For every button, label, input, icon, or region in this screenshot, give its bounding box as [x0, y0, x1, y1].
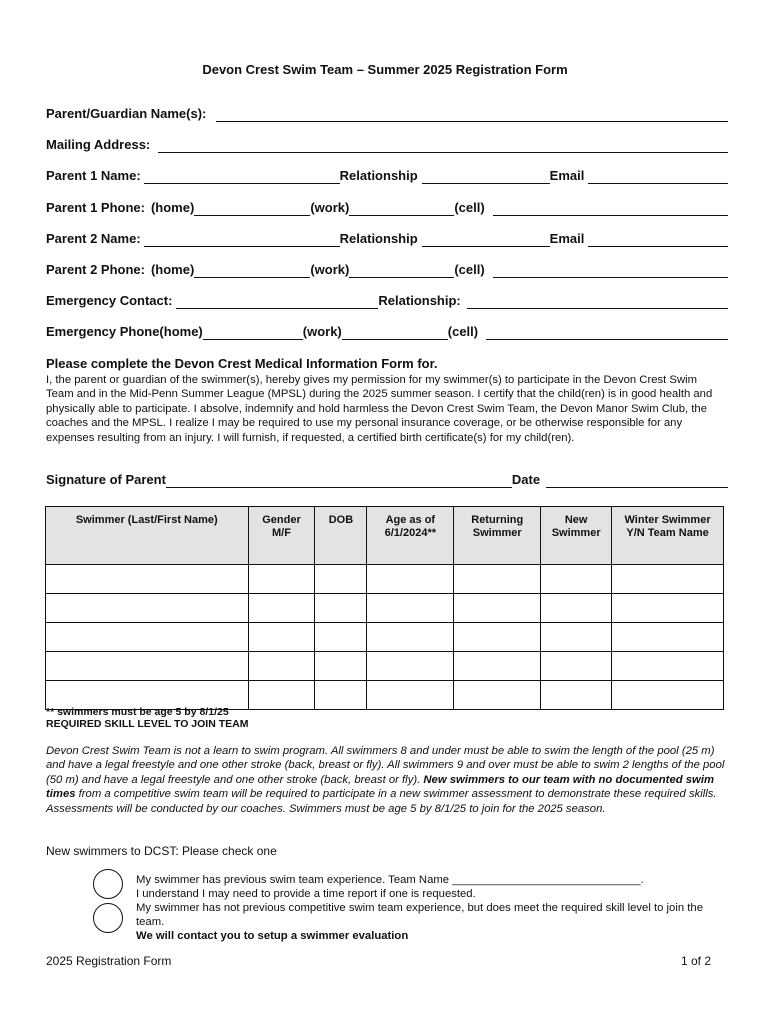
emergency-contact-label: Emergency Contact:: [46, 293, 173, 308]
table-cell[interactable]: [612, 623, 724, 652]
option1-line1: My swimmer has previous swim team experience. Team Name ______________________________.: [136, 874, 644, 886]
table-row: [46, 652, 724, 681]
permission-paragraph: I, the parent or guardian of the swimmer(s), hereby gives my permission for my swimmer(s) to participate in the Devon Crest Swim Team and in the Mid-Penn Summer League (MPSL) during the 2025 summer season. I certify that the child(ren) is in good health and physically able to participate. I absolve, indemnify and hold harmless the Devon Crest Swim Team, the Devon Manor Swim Club, the coaches and the MPSL. I realize I may be required to use my personal insurance coverage, or be otherwise responsible for any expenses resulting from an injury. I will furnish, if requested, a certified birth certificate(s) for my child(ren).: [46, 374, 713, 444]
skill-text-bold: New swimmers to our team with no documented swim times: [46, 773, 715, 801]
table-header-row: [46, 507, 724, 565]
parent2-name-row: [46, 229, 728, 247]
table-cell[interactable]: [46, 652, 249, 681]
mailing-address-label: Mailing Address:: [46, 137, 151, 152]
age-note-text: ** swimmers must be age 5 by 8/1/25: [46, 706, 229, 718]
page-number: 1 of 2: [680, 954, 711, 968]
parent2-home-label: (home): [150, 262, 195, 277]
emergency-work-field[interactable]: [342, 325, 448, 340]
form-title: Devon Crest Swim Team – Summer 2025 Registration Form: [202, 62, 568, 77]
table-cell[interactable]: [248, 681, 315, 710]
parent1-cell-field[interactable]: [493, 201, 728, 216]
col-new: New Swimmer: [541, 507, 612, 565]
col-winter: Winter Swimmer Y/N Team Name: [612, 507, 724, 565]
parent-guardian-row: [46, 104, 728, 122]
table-cell[interactable]: [367, 623, 454, 652]
emergency-phone-row: [46, 322, 728, 340]
parent1-email-label: Email: [549, 168, 585, 183]
col-age: Age as of 6/1/2024**: [367, 507, 454, 565]
parent2-cell-field[interactable]: [493, 263, 728, 278]
parent-guardian-label: Parent/Guardian Name(s):: [46, 106, 207, 121]
table-cell[interactable]: [367, 681, 454, 710]
table-cell[interactable]: [454, 652, 541, 681]
table-cell[interactable]: [612, 681, 724, 710]
emergency-cell-label: (cell): [447, 324, 479, 339]
option2-line1: My swimmer has not previous competitive swim team experience, but does meet the required skill level to join the team.: [136, 902, 703, 928]
skill-text-1: Devon Crest Swim Team is not a learn to swim program. All swimmers 8 and under must be able to swim the length of the pool (25 m) and have a legal freestyle and one other stroke (back, breast or fly). All swimmers 9 and over must be able to swim 2 lengths of the pool (50 m) and have a legal freestyle and one other stroke (back, breast or fly).: [46, 745, 725, 786]
parent2-email-label: Email: [549, 231, 585, 246]
parent1-phone-label: Parent 1 Phone:: [46, 200, 145, 215]
parent2-work-label: (work): [310, 262, 350, 277]
option2-bold: We will contact you to setup a swimmer evaluation: [136, 930, 409, 942]
parent2-home-field[interactable]: [194, 263, 310, 278]
parent2-name-field[interactable]: [144, 232, 340, 247]
table-cell[interactable]: [541, 565, 612, 594]
parent1-relationship-field[interactable]: [422, 169, 550, 184]
emergency-home-label: Emergency Phone(home): [46, 324, 203, 339]
mailing-address-field[interactable]: [158, 138, 728, 153]
parent1-work-field[interactable]: [349, 201, 454, 216]
mailing-address-row: [46, 135, 728, 153]
emergency-relationship-field[interactable]: [467, 294, 728, 309]
table-cell[interactable]: [367, 565, 454, 594]
option2-radio[interactable]: [93, 903, 123, 933]
option1-text: [136, 873, 726, 901]
col-swimmer-name: Swimmer (Last/First Name): [46, 507, 249, 565]
option1-radio[interactable]: [93, 869, 123, 899]
parent2-relationship-field[interactable]: [422, 232, 550, 247]
table-cell[interactable]: [315, 681, 367, 710]
parent1-work-label: (work): [310, 200, 350, 215]
medical-heading: Please complete the Devon Crest Medical Information Form for.: [46, 356, 438, 371]
table-cell[interactable]: [46, 594, 249, 623]
option2-text: [136, 901, 726, 943]
parent2-work-field[interactable]: [349, 263, 454, 278]
parent2-name-label: Parent 2 Name:: [46, 231, 141, 246]
table-cell[interactable]: [541, 623, 612, 652]
table-cell[interactable]: [612, 652, 724, 681]
table-cell[interactable]: [315, 623, 367, 652]
table-cell[interactable]: [46, 623, 249, 652]
parent2-email-field[interactable]: [588, 232, 728, 247]
emergency-relationship-label: Relationship:: [378, 293, 461, 308]
table-cell[interactable]: [454, 623, 541, 652]
table-cell[interactable]: [454, 565, 541, 594]
option1-line2: I understand I may need to provide a time report if one is requested.: [136, 888, 476, 900]
table-cell[interactable]: [367, 594, 454, 623]
parent-guardian-field[interactable]: [216, 107, 728, 122]
signature-row: [46, 470, 728, 488]
age-note: [46, 706, 248, 730]
table-cell[interactable]: [454, 594, 541, 623]
emergency-contact-field[interactable]: [176, 294, 378, 309]
table-cell[interactable]: [454, 681, 541, 710]
table-cell[interactable]: [315, 652, 367, 681]
table-cell[interactable]: [248, 623, 315, 652]
date-field[interactable]: [546, 473, 728, 488]
skill-text-2: from a competitive swim team will be required to participate in a new swimmer assessment to demonstrate these required skills. Assessments will be conducted by our coaches. Swimmers must be age 5 by 8/1/25 to join for the 2025 season.: [46, 788, 717, 815]
col-gender: Gender M/F: [248, 507, 315, 565]
table-cell[interactable]: [367, 652, 454, 681]
footer-left: 2025 Registration Form: [46, 954, 172, 968]
parent2-phone-row: [46, 260, 728, 278]
table-row: [46, 565, 724, 594]
emergency-home-field[interactable]: [203, 325, 303, 340]
parent1-name-row: [46, 166, 728, 184]
parent1-phone-row: [46, 198, 728, 216]
table-row: [46, 594, 724, 623]
parent2-phone-label: Parent 2 Phone:: [46, 262, 145, 277]
col-returning: Returning Swimmer: [454, 507, 541, 565]
parent1-relationship-label: Relationship: [339, 168, 418, 183]
emergency-contact-row: [46, 291, 728, 309]
emergency-cell-field[interactable]: [486, 325, 728, 340]
col-dob: DOB: [315, 507, 367, 565]
table-cell[interactable]: [248, 594, 315, 623]
parent1-home-field[interactable]: [194, 201, 310, 216]
table-cell[interactable]: [46, 565, 249, 594]
parent1-cell-label: (cell): [454, 200, 485, 215]
new-swimmers-heading: New swimmers to DCST: Please check one: [46, 844, 277, 858]
date-label: Date: [511, 472, 541, 487]
swimmer-table: [45, 506, 724, 710]
table-cell[interactable]: [248, 565, 315, 594]
table-cell[interactable]: [315, 594, 367, 623]
emergency-work-label: (work): [302, 324, 342, 339]
table-row: [46, 623, 724, 652]
table-cell[interactable]: [315, 565, 367, 594]
table-cell[interactable]: [541, 594, 612, 623]
table-cell[interactable]: [541, 652, 612, 681]
parent2-relationship-label: Relationship: [339, 231, 418, 246]
table-cell[interactable]: [612, 594, 724, 623]
parent1-home-label: (home): [150, 200, 195, 215]
parent1-name-field[interactable]: [144, 169, 340, 184]
table-cell[interactable]: [541, 681, 612, 710]
signature-field[interactable]: [166, 473, 512, 488]
skill-paragraph: [46, 744, 726, 816]
parent1-name-label: Parent 1 Name:: [46, 168, 141, 183]
table-cell[interactable]: [248, 652, 315, 681]
parent2-cell-label: (cell): [454, 262, 485, 277]
signature-label: Signature of Parent: [46, 472, 166, 487]
skill-heading: REQUIRED SKILL LEVEL TO JOIN TEAM: [46, 718, 249, 730]
parent1-email-field[interactable]: [588, 169, 728, 184]
table-cell[interactable]: [612, 565, 724, 594]
